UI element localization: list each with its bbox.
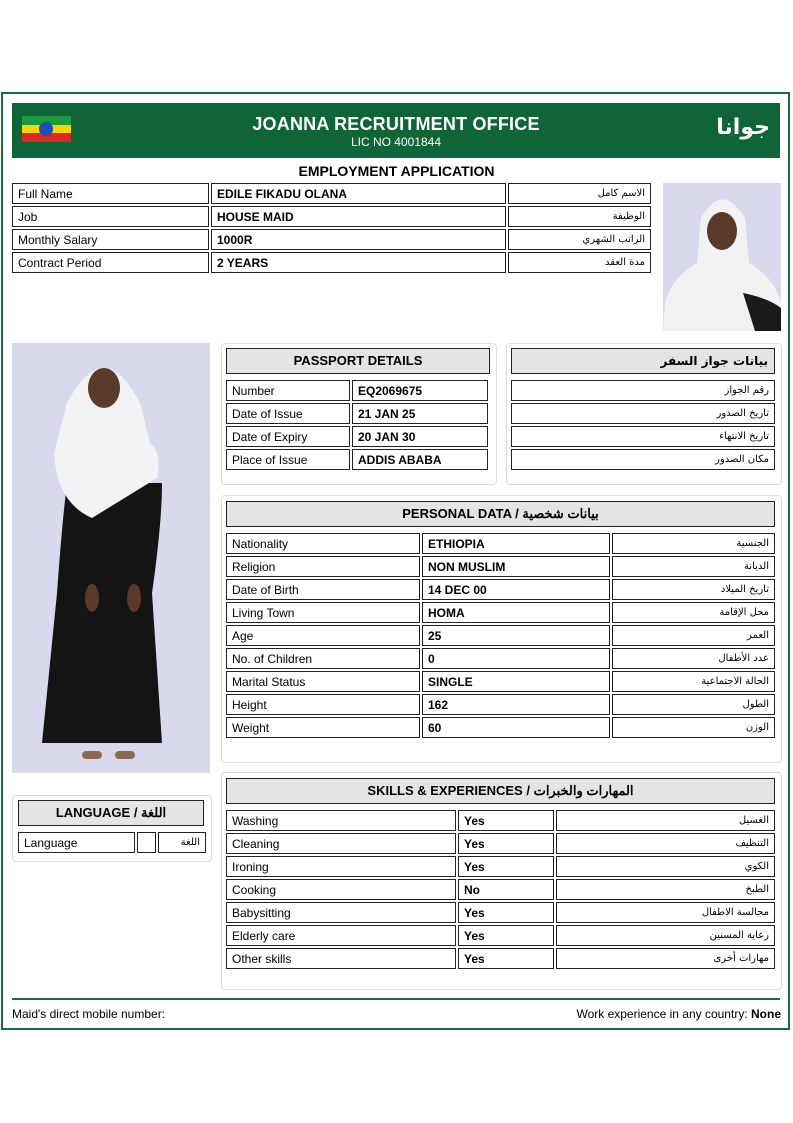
table-row — [226, 833, 775, 854]
table-row — [226, 380, 488, 401]
value-cell: HOMA — [422, 602, 610, 623]
arabic-label-cell: التنظيف — [556, 833, 775, 854]
top-info-table — [10, 181, 653, 275]
label-cell: Height — [226, 694, 420, 715]
table-row — [226, 449, 488, 470]
arabic-label-cell: الحالة الاجتماعية — [612, 671, 775, 692]
value-cell: 14 DEC 00 — [422, 579, 610, 600]
label-cell: Babysitting — [226, 902, 456, 923]
value-cell: 25 — [422, 625, 610, 646]
arabic-label-cell: عدد الأطفال — [612, 648, 775, 669]
arabic-label-cell: الغسيل — [556, 810, 775, 831]
skills-table — [224, 808, 777, 971]
language-title: LANGUAGE / اللغة — [18, 800, 204, 826]
arabic-label-cell: مكان الصدور — [511, 449, 775, 470]
arabic-label-cell: الطبخ — [556, 879, 775, 900]
arabic-label-cell: الوظيفة — [508, 206, 651, 227]
table-row — [511, 403, 775, 424]
arabic-label-cell: تاريخ الانتهاء — [511, 426, 775, 447]
work-experience-field — [576, 1007, 781, 1021]
value-cell: 2 YEARS — [211, 252, 506, 273]
table-row — [226, 810, 775, 831]
arabic-label-cell: الديانة — [612, 556, 775, 577]
arabic-label-cell: العمر — [612, 625, 775, 646]
value-cell: 162 — [422, 694, 610, 715]
table-row — [226, 602, 775, 623]
passport-title: PASSPORT DETAILS — [226, 348, 490, 374]
value-cell: Yes — [458, 833, 554, 854]
label-cell: Date of Birth — [226, 579, 420, 600]
table-row — [226, 403, 488, 424]
table-row — [226, 533, 775, 554]
label-cell: Date of Issue — [226, 403, 350, 424]
value-cell: Yes — [458, 902, 554, 923]
portrait-photo — [663, 183, 781, 331]
value-cell: EDILE FIKADU OLANA — [211, 183, 506, 204]
value-cell: NON MUSLIM — [422, 556, 610, 577]
label-cell: Age — [226, 625, 420, 646]
table-row — [511, 449, 775, 470]
footer-divider — [12, 998, 780, 1000]
table-row — [511, 380, 775, 401]
table-row — [226, 671, 775, 692]
value-cell: ADDIS ABABA — [352, 449, 488, 470]
arabic-label-cell: الوزن — [612, 717, 775, 738]
table-row — [226, 902, 775, 923]
table-row — [226, 879, 775, 900]
skills-title: SKILLS & EXPERIENCES / المهارات والخبرات — [226, 778, 775, 804]
value-cell: 21 JAN 25 — [352, 403, 488, 424]
table-row — [12, 229, 651, 250]
value-cell: Yes — [458, 856, 554, 877]
personal-data-title: PERSONAL DATA / بيانات شخصية — [226, 501, 775, 527]
value-cell: Yes — [458, 925, 554, 946]
office-title: JOANNA RECRUITMENT OFFICE — [252, 114, 540, 134]
value-cell: EQ2069675 — [352, 380, 488, 401]
arabic-label-cell: محل الإقامة — [612, 602, 775, 623]
label-cell: No. of Children — [226, 648, 420, 669]
table-row — [511, 426, 775, 447]
label-cell: Job — [12, 206, 209, 227]
table-row — [226, 925, 775, 946]
mobile-label: Maid's direct mobile number: — [12, 1007, 166, 1021]
value-cell: 20 JAN 30 — [352, 426, 488, 447]
table-row — [226, 694, 775, 715]
experience-value: None — [751, 1007, 781, 1021]
label-cell: Language — [18, 832, 135, 853]
full-body-photo — [12, 343, 210, 773]
label-cell: Religion — [226, 556, 420, 577]
arabic-label-cell: مدة العقد — [508, 252, 651, 273]
label-cell: Other skills — [226, 948, 456, 969]
table-row — [226, 856, 775, 877]
value-cell: SINGLE — [422, 671, 610, 692]
label-cell: Place of Issue — [226, 449, 350, 470]
form-title: EMPLOYMENT APPLICATION — [298, 163, 495, 179]
value-cell — [137, 832, 156, 853]
passport-table — [224, 378, 490, 472]
value-cell: 0 — [422, 648, 610, 669]
table-row — [12, 183, 651, 204]
personal-data-table — [224, 531, 777, 740]
value-cell: 1000R — [211, 229, 506, 250]
table-row — [226, 625, 775, 646]
table-row — [226, 648, 775, 669]
table-row — [12, 252, 651, 273]
value-cell: No — [458, 879, 554, 900]
table-row — [226, 717, 775, 738]
label-cell: Contract Period — [12, 252, 209, 273]
label-cell: Weight — [226, 717, 420, 738]
value-cell: HOUSE MAID — [211, 206, 506, 227]
arabic-label-cell: الاسم كامل — [508, 183, 651, 204]
arabic-label-cell: الطول — [612, 694, 775, 715]
arabic-label-cell: تاريخ الصدور — [511, 403, 775, 424]
arabic-label-cell: رقم الجواز — [511, 380, 775, 401]
value-cell: Yes — [458, 948, 554, 969]
arabic-label-cell: مهارات أخرى — [556, 948, 775, 969]
value-cell: ETHIOPIA — [422, 533, 610, 554]
value-cell: 60 — [422, 717, 610, 738]
label-cell: Date of Expiry — [226, 426, 350, 447]
table-row — [18, 832, 206, 853]
passport-table-arabic — [509, 378, 777, 472]
label-cell: Washing — [226, 810, 456, 831]
mobile-number-field — [12, 1007, 165, 1021]
table-row — [226, 426, 488, 447]
table-row — [226, 556, 775, 577]
arabic-label-cell: مجالسة الاطفال — [556, 902, 775, 923]
table-row — [226, 948, 775, 969]
label-cell: Ironing — [226, 856, 456, 877]
arabic-label-cell: الراتب الشهري — [508, 229, 651, 250]
label-cell: Cooking — [226, 879, 456, 900]
label-cell: Number — [226, 380, 350, 401]
arabic-label-cell: اللغة — [158, 832, 206, 853]
table-row — [226, 579, 775, 600]
label-cell: Marital Status — [226, 671, 420, 692]
arabic-label-cell: الكوي — [556, 856, 775, 877]
label-cell: Full Name — [12, 183, 209, 204]
arabic-label-cell: الجنسية — [612, 533, 775, 554]
label-cell: Monthly Salary — [12, 229, 209, 250]
passport-title-arabic: بيانات جواز السفر — [511, 348, 775, 374]
table-row — [12, 206, 651, 227]
experience-label: Work experience in any country: — [576, 1007, 748, 1021]
arabic-label-cell: رعاية المسنين — [556, 925, 775, 946]
header-banner — [12, 103, 780, 158]
arabic-brand-name: جوانا — [716, 115, 770, 140]
license-number: LIC NO 4001844 — [350, 135, 442, 149]
label-cell: Living Town — [226, 602, 420, 623]
arabic-label-cell: تاريخ الميلاد — [612, 579, 775, 600]
language-table — [16, 830, 208, 855]
value-cell: Yes — [458, 810, 554, 831]
label-cell: Cleaning — [226, 833, 456, 854]
label-cell: Nationality — [226, 533, 420, 554]
label-cell: Elderly care — [226, 925, 456, 946]
